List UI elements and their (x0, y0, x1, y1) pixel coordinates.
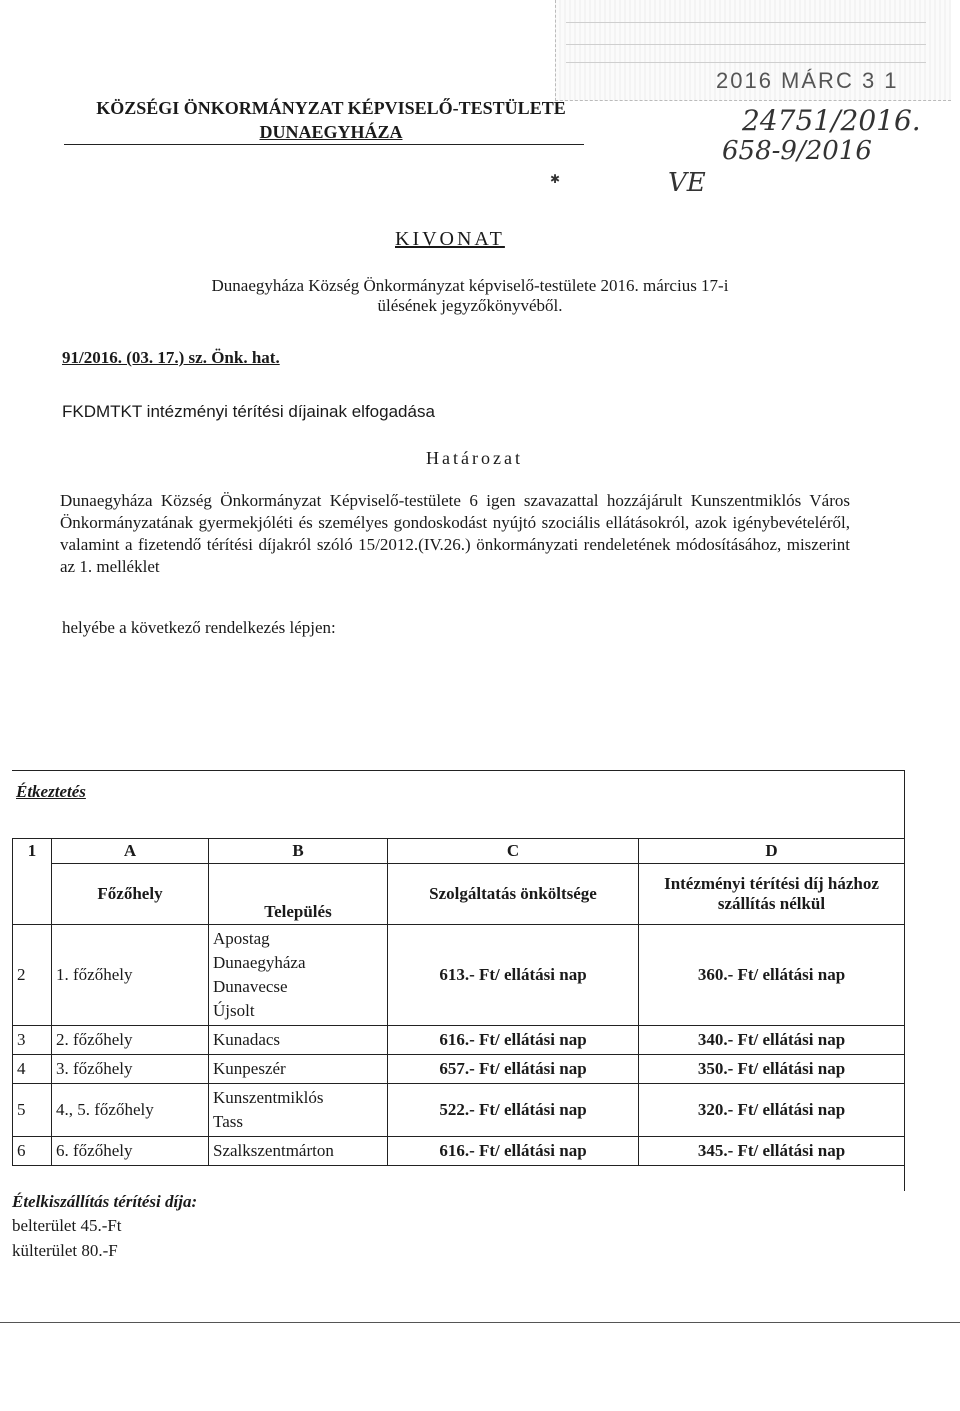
table-header-row (13, 839, 905, 864)
town-cell (209, 1084, 388, 1137)
fee-table (12, 838, 905, 1166)
resolution-heading: Határozat (426, 448, 523, 468)
column-letter-d: D (639, 839, 905, 864)
row-number: 6 (13, 1137, 52, 1166)
town-name: Kunszentmiklós (213, 1088, 324, 1107)
delivery-fee-inner: belterület 45.-Ft (12, 1216, 122, 1235)
table-subheader-row (13, 864, 905, 925)
cost-cell: 657.- Ft/ ellátási nap (388, 1055, 639, 1084)
fee-cell: 345.- Ft/ ellátási nap (639, 1137, 905, 1166)
registration-stamp (555, 0, 951, 101)
town-name: Szalkszentmárton (213, 1141, 334, 1160)
council-name: KÖZSÉGI ÖNKORMÁNYZAT KÉPVISELŐ-TESTÜLETE (96, 98, 566, 118)
council-header (66, 96, 596, 144)
town-cell (209, 1137, 388, 1166)
cost-cell: 613.- Ft/ ellátási nap (388, 925, 639, 1026)
council-town: DUNAEGYHÁZA (259, 122, 403, 142)
delivery-fee-outer: külterület 80.-F (12, 1241, 118, 1260)
kitchen-cell: 1. főzőhely (52, 925, 209, 1026)
column-letter-b: B (209, 839, 388, 864)
row-number: 2 (13, 925, 52, 1026)
table-row (13, 925, 905, 1026)
town-name: Újsolt (213, 1001, 255, 1020)
row-number: 3 (13, 1026, 52, 1055)
column-letter-a: A (52, 839, 209, 864)
town-name: Tass (213, 1112, 243, 1131)
kitchen-cell: 4., 5. főzőhely (52, 1084, 209, 1137)
resolution-body: Dunaegyháza Község Önkormányzat Képviselő-testülete 6 igen szavazattal hozzájárult Kunszentmiklós Város Önkormányzatának gyermekjóléti és személyes gondoskodást nyújtó szociális ellátásokról, azok igénybevételéről, valamint a fizetendő térítési díjakról szóló 15/2012.(IV.26.) önkormányzati rendeletének módosításához, miszerint az 1. melléklet (60, 491, 850, 576)
row-number: 1 (13, 839, 52, 925)
town-name: Dunavecse (213, 977, 288, 996)
column-header-town: Település (209, 864, 388, 925)
column-header-kitchen: Főzőhely (52, 864, 209, 925)
fee-cell: 360.- Ft/ ellátási nap (639, 925, 905, 1026)
ink-mark: ✱ (550, 172, 561, 186)
column-header-fee: Intézményi térítési díj házhoz szállítás nélkül (639, 864, 905, 925)
intro-line-2: ülésének jegyzőkönyvéből. (377, 296, 563, 315)
handwritten-initials: VE (668, 168, 706, 198)
row-number: 4 (13, 1055, 52, 1084)
intro-text (140, 276, 800, 316)
intro-line-1: Dunaegyháza Község Önkormányzat képviselő-testülete 2016. március 17-i (211, 276, 729, 295)
handwritten-reference-1: 24751/2016. (742, 104, 921, 137)
table-row (13, 1084, 905, 1137)
town-cell (209, 925, 388, 1026)
resolution-number: 91/2016. (03. 17.) sz. Önk. hat. (62, 348, 280, 367)
fee-cell: 350.- Ft/ ellátási nap (639, 1055, 905, 1084)
delivery-fee-title: Ételkiszállítás térítési díja: (12, 1192, 198, 1211)
fee-cell: 340.- Ft/ ellátási nap (639, 1026, 905, 1055)
town-name: Kunadacs (213, 1030, 281, 1049)
row-number: 5 (13, 1084, 52, 1137)
town-cell (209, 1055, 388, 1084)
stamp-date: 2016 MÁRC 3 1 (716, 68, 899, 93)
cost-cell: 616.- Ft/ ellátási nap (388, 1026, 639, 1055)
town-name: Dunaegyháza (213, 953, 306, 972)
table-row (13, 1055, 905, 1084)
town-cell (209, 1026, 388, 1055)
resolution-continuation: helyébe a következő rendelkezés lépjen: (62, 618, 336, 637)
footer-divider (0, 1322, 960, 1323)
kitchen-cell: 6. főzőhely (52, 1137, 209, 1166)
header-divider (64, 144, 584, 145)
cost-cell: 522.- Ft/ ellátási nap (388, 1084, 639, 1137)
handwritten-reference-2: 658-9/2016 (722, 136, 872, 166)
column-letter-c: C (388, 839, 639, 864)
table-row (13, 1137, 905, 1166)
column-header-cost: Szolgáltatás önköltsége (388, 864, 639, 925)
table-row (13, 1026, 905, 1055)
cost-cell: 616.- Ft/ ellátási nap (388, 1137, 639, 1166)
section-title: Étkeztetés (16, 782, 86, 801)
resolution-subject: FKDMTKT intézményi térítési díjainak elfogadása (62, 402, 435, 421)
document-title: KIVONAT (395, 228, 505, 250)
kitchen-cell: 2. főzőhely (52, 1026, 209, 1055)
fee-cell: 320.- Ft/ ellátási nap (639, 1084, 905, 1137)
town-name: Kunpeszér (213, 1059, 286, 1078)
town-name: Apostag (213, 929, 270, 948)
kitchen-cell: 3. főzőhely (52, 1055, 209, 1084)
